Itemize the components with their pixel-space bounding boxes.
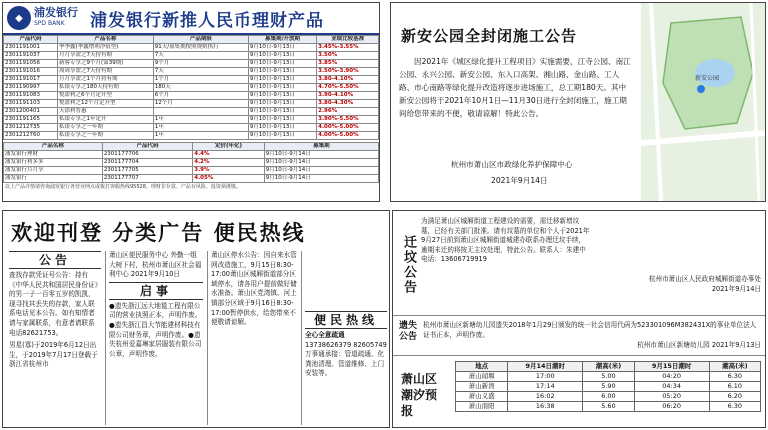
classified-title: 欢迎刊登 分类广告 便民热线 bbox=[11, 220, 306, 245]
table-cell: 4.4% bbox=[193, 151, 264, 159]
table-header: 产品代码 bbox=[4, 36, 58, 44]
tide-row bbox=[456, 382, 761, 392]
table-header: 产品代码 bbox=[102, 143, 192, 151]
table-cell: 91天/募集期按照规则执行 bbox=[153, 44, 248, 52]
table-cell: 9月10日-9月13日 bbox=[248, 52, 316, 60]
col-water bbox=[211, 251, 297, 328]
table-cell: 4.00%-5.00% bbox=[317, 124, 379, 132]
table-cell: 6.20 bbox=[709, 392, 760, 402]
product-table bbox=[3, 35, 379, 140]
table-cell: 5.60 bbox=[583, 402, 634, 412]
table-cell: 04:20 bbox=[634, 372, 709, 382]
park-date: 2021年9月14日 bbox=[491, 176, 548, 185]
table-cell: 2301191037 bbox=[4, 52, 58, 60]
table-cell: 12个月 bbox=[153, 100, 248, 108]
table-cell: 9月10日-9月14日 bbox=[264, 151, 378, 159]
section-qishi: 启事 bbox=[109, 282, 203, 300]
park-notice bbox=[390, 2, 766, 202]
table-cell: 季季鑫(季鑫增利净值型) bbox=[58, 44, 154, 52]
table-cell: 9个月 bbox=[153, 60, 248, 68]
notice-text: 查找存款凭证号公告：持有《中华人民共和国居民身份证》的男一子一百零五岁的凯凯，现寻找其丢失的存款，家人联系电话见本公告。如有知情者请与家属联系，有意者请联系电话82621753。 bbox=[9, 271, 99, 337]
hotline-title: 全心全意疏通 bbox=[305, 331, 345, 339]
tide-header: 地点 bbox=[456, 362, 508, 372]
table-cell: 17:00 bbox=[508, 372, 583, 382]
spdb-ad bbox=[2, 2, 380, 202]
table-cell: 5.00 bbox=[583, 372, 634, 382]
lost-text: 杭州市萧山区新塘幼儿园遗失2018年1月29日颁发的统一社会信用代码为523301096M382431X的事业单位法人证书正本，声明作废。 bbox=[423, 321, 757, 339]
table-cell: 2301191017 bbox=[4, 76, 58, 84]
bank-name: 浦发银行 bbox=[34, 6, 78, 19]
table-cell: 17:14 bbox=[508, 382, 583, 392]
table-cell: 1年 bbox=[153, 124, 248, 132]
col2-top: 萧山区便民服务中心 外勤一组大树下村，杭州市萧山区社会福利中心 2021年9月10日 bbox=[109, 251, 202, 279]
table-cell: 9月10日-9月13日 bbox=[248, 92, 316, 100]
park-org: 杭州市萧山区市政绿化养护保障中心 bbox=[451, 160, 573, 169]
table-row bbox=[4, 116, 379, 124]
col-notice bbox=[9, 249, 101, 370]
table-row bbox=[4, 92, 379, 100]
table-cell: 3.80-4.30% bbox=[317, 100, 379, 108]
table-header: 业绩比较基准 bbox=[317, 36, 379, 44]
table-cell: 180天 bbox=[153, 84, 248, 92]
table-cell: 4.00%-5.00% bbox=[317, 132, 379, 140]
table-cell: 2301177706 bbox=[102, 151, 192, 159]
table-cell: 3.50%-3.90% bbox=[317, 68, 379, 76]
table-cell: 浦发银行理财 bbox=[4, 151, 103, 159]
table-cell: 9月10日-9月13日 bbox=[248, 108, 316, 116]
table-cell: 7天 bbox=[153, 68, 248, 76]
table-cell: 私银专享之180天持有期 bbox=[58, 84, 154, 92]
table-cell: 萧山闻堰 bbox=[456, 372, 508, 382]
table-row bbox=[4, 132, 379, 140]
spdb-title: 浦发银行新推人民币理财产品 bbox=[90, 10, 324, 31]
table-row bbox=[4, 175, 379, 183]
hotline-phone: 13738626379 82605749 bbox=[305, 340, 387, 349]
tide-header: 潮高(米) bbox=[583, 362, 634, 372]
table-cell: 1年 bbox=[153, 116, 248, 124]
section-hotline: 便民热线 bbox=[305, 311, 387, 329]
table-cell: 9月10日-9月13日 bbox=[248, 124, 316, 132]
table-cell: 2.96% bbox=[317, 108, 379, 116]
table-cell: 新客专享之9个月(第39期) bbox=[58, 60, 154, 68]
table-row bbox=[4, 100, 379, 108]
col-qishi bbox=[109, 251, 203, 359]
grave-org: 杭州市萧山区人民政府城厢街道办事处 bbox=[648, 275, 761, 283]
table-header: 募集期 bbox=[264, 143, 378, 151]
table-cell: 6.10 bbox=[709, 382, 760, 392]
bank-name-en: SPD BANK bbox=[34, 20, 65, 27]
table-cell: 月月享盈之7天持有期 bbox=[58, 52, 154, 60]
table-row bbox=[4, 44, 379, 52]
table-cell: 5.90 bbox=[583, 382, 634, 392]
water-text: 萧山区停水公告：因自来水管网改造施工，9月15日8:30-17:00萧山区城厢街道部分区域停水，请各用户提前做好储水准备。萧山区党湾镇、河上镇部分区域于9月16日8:30-17:00暂停供水，给您带来不便敬请谅解。 bbox=[211, 251, 297, 327]
table-cell: 浦发银行 bbox=[4, 175, 103, 183]
table-cell: 9月10日-9月13日 bbox=[248, 84, 316, 92]
tag-lost: 遗失公告 bbox=[399, 321, 418, 342]
tide-header: 9月14日潮时 bbox=[508, 362, 583, 372]
table-cell: 9月10日-9月14日 bbox=[264, 167, 378, 175]
spdb-footer: 以上产品详情请咨询浦发银行各营业网点或拨打客服热线95528。理财非存款、产品有风险、投资须谨慎。 bbox=[5, 184, 241, 190]
table-cell: 9月10日-9月13日 bbox=[248, 44, 316, 52]
table-row bbox=[4, 60, 379, 68]
grave-text: 为满足萧山区城厢街道工程建设的需要，需迁移新增坟墓，已经有关部门批准。请有坟墓的单位和个人于2021年9月27日前到萧山区城厢街道城建办联系办理迁坟手续，逾期未迁的将按无主坟处理，特此公告。联系人：朱建中 电话：13606719919 bbox=[421, 217, 590, 264]
park-body: 因2021年《城区绿化提升工程项目》实施需要，江寺公园、南江公园、永兴公园、新安公园、东入口高架、湘山路、金山路、工人路、市心南路等绿化提升改造将逐步进场施工，总工期180天。其中新安公园将于2021年10月1日—11月30日进行全封闭施工，施工期间给您带来的不便，敬请谅解！特此公告。 bbox=[399, 57, 631, 118]
table-cell: 16:38 bbox=[508, 402, 583, 412]
park-title: 新安公园全封闭施工公告 bbox=[401, 27, 578, 45]
table-header: 产品名称 bbox=[4, 143, 103, 151]
public-notices bbox=[392, 210, 766, 428]
tide-row bbox=[456, 392, 761, 402]
table-cell: 4.2% bbox=[193, 159, 264, 167]
table-cell: 3.90%-5.50% bbox=[317, 116, 379, 124]
table-cell: 9月10日-9月13日 bbox=[248, 132, 316, 140]
table-cell: 天添利普惠 bbox=[58, 108, 154, 116]
lost-date: 2021年9月13日 bbox=[711, 341, 761, 349]
table-cell: 2301191001 bbox=[4, 44, 58, 52]
table-cell: 悦盈利之6个月定开型 bbox=[58, 92, 154, 100]
product-table-2 bbox=[3, 142, 379, 183]
table-cell: 3.85% bbox=[317, 60, 379, 68]
table-row bbox=[4, 52, 379, 60]
table-cell: 3.50% bbox=[317, 52, 379, 60]
table-cell: 萧山义盛 bbox=[456, 392, 508, 402]
tide-row bbox=[456, 402, 761, 412]
table-cell: 9月10日-9月13日 bbox=[248, 100, 316, 108]
table-row bbox=[4, 68, 379, 76]
tide-table bbox=[455, 361, 761, 412]
table-cell: 月月享盈之1个月持有期 bbox=[58, 76, 154, 84]
table-cell: 9月10日-9月14日 bbox=[264, 159, 378, 167]
qishi-text: ●遗失浙江远大地毯工程有限公司的营业执照正本，声明作废。●遗失浙江昌大节能建材科技有限公司财务章，声明作废。●遗失杭州爱嘉琳家居服装有限公司公章，声明作废。 bbox=[109, 301, 202, 358]
classified-ads bbox=[2, 210, 390, 428]
tide-title: 萧山区潮汐预报 bbox=[401, 372, 438, 418]
table-cell bbox=[153, 108, 248, 116]
table-row bbox=[4, 84, 379, 92]
table-cell: 9月10日-9月14日 bbox=[264, 175, 378, 183]
table-cell: 私银专享之1年定开 bbox=[58, 116, 154, 124]
table-cell: 6.30 bbox=[709, 402, 760, 412]
lost-org: 杭州市萧山区新塘幼儿园 bbox=[637, 341, 710, 349]
table-cell: 私银专享之一年期 bbox=[58, 132, 154, 140]
table-cell: 2301177705 bbox=[102, 167, 192, 175]
tide-row bbox=[456, 372, 761, 382]
table-cell: 2301212735 bbox=[4, 124, 58, 132]
table-cell: 3.90-4.10% bbox=[317, 92, 379, 100]
tide-header: 9月15日潮时 bbox=[634, 362, 709, 372]
table-cell: 4.05% bbox=[193, 175, 264, 183]
table-header: 产品期限 bbox=[153, 36, 248, 44]
table-row bbox=[4, 159, 379, 167]
table-cell: 06:20 bbox=[634, 402, 709, 412]
table-cell: 9月10日-9月13日 bbox=[248, 76, 316, 84]
spdb-header bbox=[3, 3, 379, 35]
table-header: 定价(年化) bbox=[193, 143, 264, 151]
table-row bbox=[4, 76, 379, 84]
table-cell: 7天 bbox=[153, 52, 248, 60]
table-cell: 2301191083 bbox=[4, 92, 58, 100]
section-notice: 公告 bbox=[9, 251, 101, 269]
table-cell: 1个月 bbox=[153, 76, 248, 84]
table-cell: 9月10日-9月13日 bbox=[248, 60, 316, 68]
col-hotline bbox=[305, 251, 387, 379]
table-cell: 私银专享之一年期 bbox=[58, 124, 154, 132]
table-cell: 9月10日-9月13日 bbox=[248, 116, 316, 124]
table-cell: 3.9% bbox=[193, 167, 264, 175]
table-cell: 6.30 bbox=[709, 372, 760, 382]
table-cell: 3.80-4.10% bbox=[317, 76, 379, 84]
table-cell: 2301191016 bbox=[4, 68, 58, 76]
table-cell: 2301190997 bbox=[4, 84, 58, 92]
table-cell: 萧山新湾 bbox=[456, 382, 508, 392]
table-cell: 悦盈利之12个月定开型 bbox=[58, 100, 154, 108]
table-cell: 9月10日-9月13日 bbox=[248, 68, 316, 76]
table-cell: 1年 bbox=[153, 132, 248, 140]
table-cell: 2301200401 bbox=[4, 108, 58, 116]
table-header: 募集期/开放期 bbox=[248, 36, 316, 44]
grave-date: 2021年9月14日 bbox=[711, 284, 761, 293]
table-cell: 2301177707 bbox=[102, 175, 192, 183]
map-label: 新安公园 bbox=[695, 75, 720, 82]
table-cell: 04:34 bbox=[634, 382, 709, 392]
table-cell: 浦发银行月月享 bbox=[4, 167, 103, 175]
table-row bbox=[4, 108, 379, 116]
notice-text-2: 男星(寡)于2019年6月12日出生，于2019年7月17日登载于浙江省杭州市 bbox=[9, 341, 98, 369]
hotline-text: 万事通承接：管道疏通、化粪池清理、管道维修、上门安装等。 bbox=[305, 350, 385, 378]
spdb-logo-icon: ◆ bbox=[7, 6, 31, 30]
table-cell: 2301191103 bbox=[4, 100, 58, 108]
table-cell: 萧山南阳 bbox=[456, 402, 508, 412]
table-cell: 05:20 bbox=[634, 392, 709, 402]
park-map bbox=[641, 3, 765, 201]
table-cell: 3.45%-3.55% bbox=[317, 44, 379, 52]
table-cell: 浦发银行利多多 bbox=[4, 159, 103, 167]
table-row bbox=[4, 167, 379, 175]
tide-header: 潮高(米) bbox=[709, 362, 760, 372]
table-row bbox=[4, 151, 379, 159]
tag-grave: 迁坟公告 bbox=[401, 235, 416, 295]
table-cell: 2301212760 bbox=[4, 132, 58, 140]
table-cell: 6个月 bbox=[153, 92, 248, 100]
table-header: 产品名称 bbox=[58, 36, 154, 44]
table-cell: 16:02 bbox=[508, 392, 583, 402]
table-cell: 6.00 bbox=[583, 392, 634, 402]
table-cell: 周周享盈之7天持有期 bbox=[58, 68, 154, 76]
table-cell: 4.70%-5.50% bbox=[317, 84, 379, 92]
table-row bbox=[4, 124, 379, 132]
table-cell: 2301191165 bbox=[4, 116, 58, 124]
table-cell: 2301191056 bbox=[4, 60, 58, 68]
table-cell: 2301177704 bbox=[102, 159, 192, 167]
